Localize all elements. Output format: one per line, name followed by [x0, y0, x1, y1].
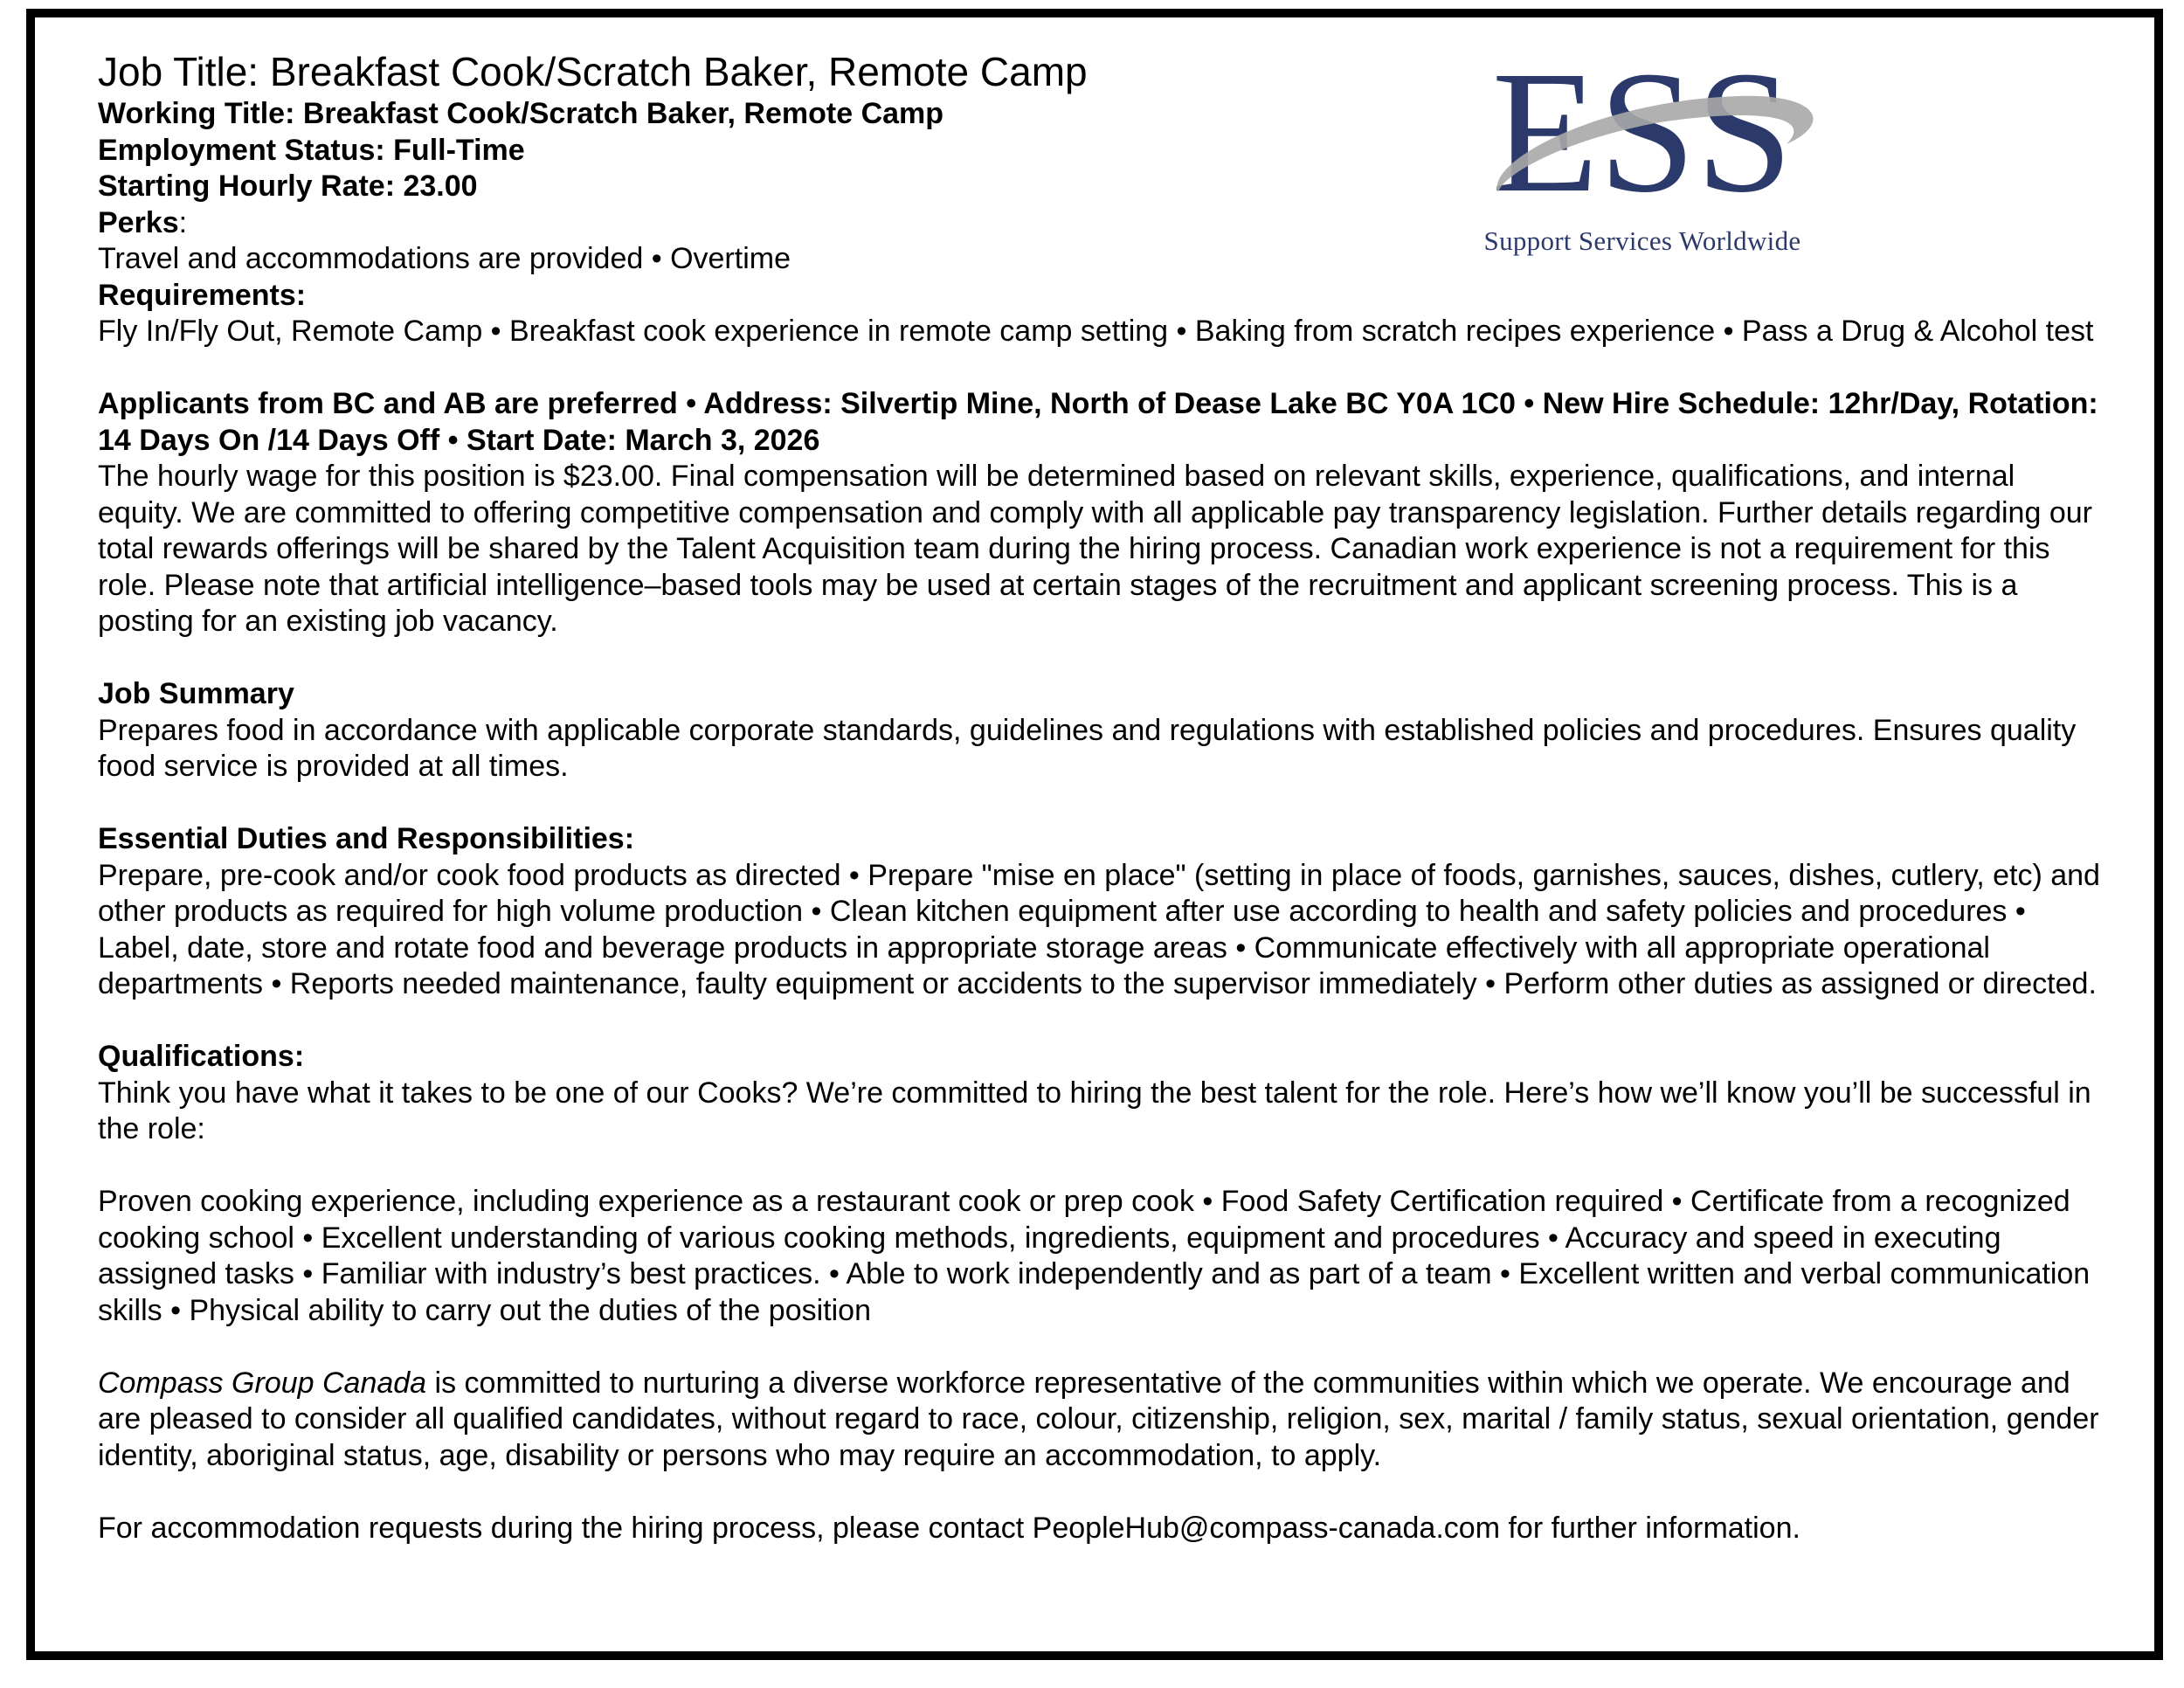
requirements-heading: Requirements:	[98, 278, 307, 312]
working-title: Working Title: Breakfast Cook/Scratch Baker, Remote Camp	[98, 97, 944, 130]
qualifications-intro: Think you have what it takes to be one of our Cooks? We’re committed to hiring the best talent for the role. Here’s how we’ll know you’ll be successful in the role:	[98, 1076, 2091, 1145]
job-summary-text: Prepares food in accordance with applicable corporate standards, guidelines and regulations with established policies and procedures. Ensures quality food service is provided at all times.	[98, 713, 2077, 783]
company-name: Compass Group Canada	[98, 1366, 427, 1400]
qualifications-list: Proven cooking experience, including experience as a restaurant cook or prep cook • Food Safety Certification required • Certificate from a recognized cooking school • Excellent understanding of various cooking methods, ingredients, equipment and procedures • Accuracy and speed in executing assigned tasks • Familiar with industry’s best practices. • Able to work independently and as part of a team • Excellent written and verbal communication skills • Physical ability to carry out the duties of the position	[98, 1185, 2091, 1327]
qualifications-heading: Qualifications:	[98, 1040, 305, 1073]
contact-line	[98, 1511, 2107, 1547]
diversity-text: is committed to nurturing a diverse workforce representative of the communities within which we operate. We encourage and are pleased to consider all qualified candidates, without regard to race, colour, citizenship, religion, sex, marital / family status, sexual orientation, gender identity, aboriginal status, age, disability or persons who may require an accommodation, to apply.	[98, 1366, 2099, 1472]
perks-label: Perks	[98, 205, 179, 239]
compensation-text: The hourly wage for this position is $23.00. Final compensation will be determined based on relevant skills, experience, qualifications, and internal equity. We are committed to offering competitive compensation and comply with all applicable pay transparency legislation. Further details regarding our total rewards offerings will be shared by the Talent Acquisition team during the hiring process. Canadian work experience is not a requirement for this role. Please note that artificial intelligence–based tools may be used at certain stages of the recruitment and applicant screening process. This is a posting for an existing job vacancy.	[98, 460, 2092, 638]
requirements-text: Fly In/Fly Out, Remote Camp • Breakfast cook experience in remote camp setting • Baking from scratch recipes experience • Pass a Drug & Alcohol test	[98, 315, 2094, 348]
logo-letters: ESS	[1491, 61, 1794, 227]
job-title: Job Title: Breakfast Cook/Scratch Baker, Remote Camp	[98, 49, 1088, 94]
contact-prefix: For accommodation requests during the hiring process, please contact	[98, 1511, 1033, 1545]
perks-text: Travel and accommodations are provided • Overtime	[98, 242, 791, 275]
perks-heading	[98, 205, 2107, 242]
duties-heading: Essential Duties and Responsibilities:	[98, 822, 635, 855]
job-posting	[98, 47, 2107, 1546]
starting-rate: Starting Hourly Rate: 23.00	[98, 169, 478, 203]
diversity-statement	[98, 1366, 2107, 1475]
perks-colon: :	[178, 205, 188, 239]
employment-status: Employment Status: Full-Time	[98, 133, 525, 167]
contact-email-link[interactable]: PeopleHub@compass-canada.com	[1032, 1511, 1501, 1545]
contact-suffix: for further information.	[1500, 1511, 1800, 1545]
logo-tagline: Support Services Worldwide	[1483, 225, 1801, 256]
job-summary-heading: Job Summary	[98, 677, 294, 710]
duties-text: Prepare, pre-cook and/or cook food products as directed • Prepare "mise en place" (setting in place of foods, garnishes, sauces, dishes, cutlery, etc) and other products as required for high volume production • Clean kitchen equipment after use according to health and safety policies and procedures • Label, date, store and rotate food and beverage products in appropriate storage areas • Communicate effectively with all appropriate operational departments • Reports needed maintenance, faulty equipment or accidents to the supervisor immediately • Perform other duties as assigned or directed.	[98, 858, 2100, 1000]
job-highlights: Applicants from BC and AB are preferred • Address: Silvertip Mine, North of Dease Lake BC Y0A 1C0 • New Hire Schedule: 12hr/Day, Rotation: 14 Days On /14 Days Off • Start Date: March 3, 2026	[98, 387, 2098, 457]
